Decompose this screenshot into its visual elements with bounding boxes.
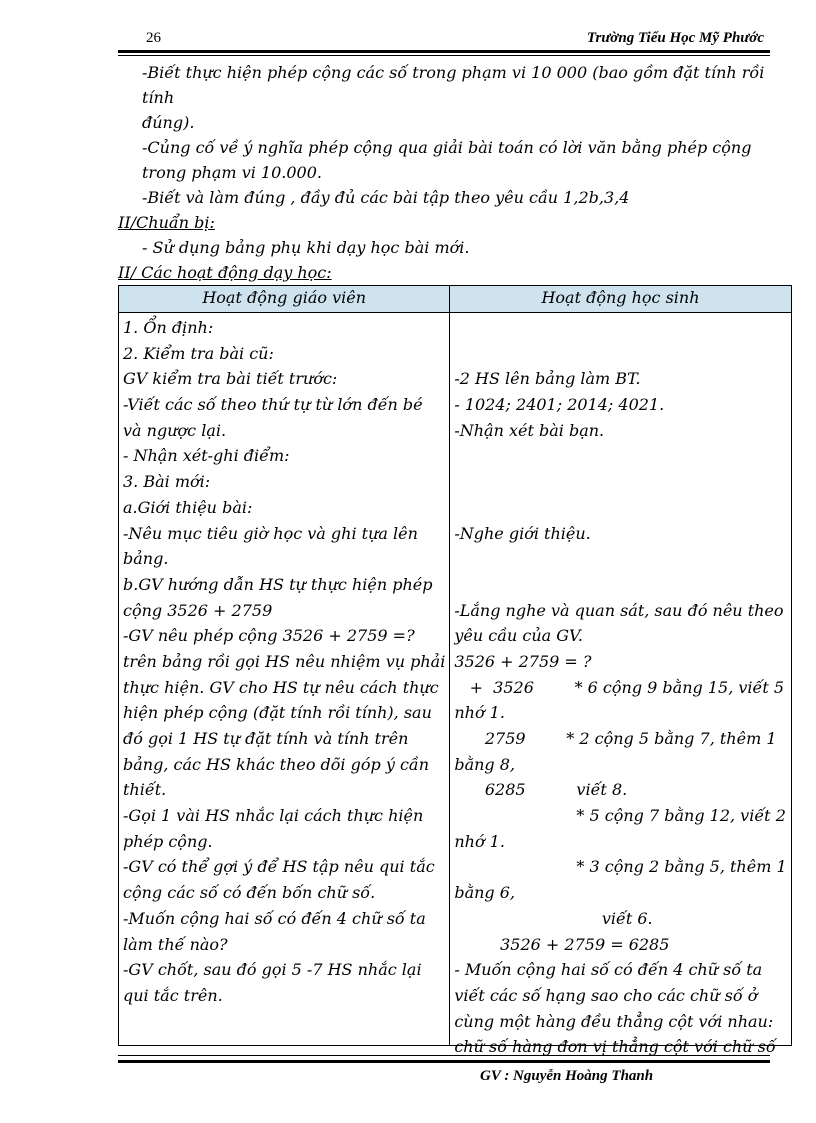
table-line: -Gọi 1 vài HS nhắc lại cách thực hiện [123,806,424,826]
footer-rule-thick [118,1060,770,1063]
table-line: GV kiểm tra bài tiết trước: [123,369,338,389]
table-line [454,469,786,495]
table-line: 2. Kiểm tra bài cũ: [123,343,274,363]
table-line: nhớ 1. [454,703,505,723]
header-rule-thick [118,50,770,53]
table-line: 6285 viết 8. [454,780,628,800]
table-line: a.Giới thiệu bài: [123,497,253,517]
table-line [454,495,786,521]
table-line: chữ số hàng đơn vị thẳng cột với chữ số [454,1037,776,1057]
table-line: viết 6. [454,908,653,928]
table-line [454,315,786,341]
goal-1a: -Biết thực hiện phép cộng các số trong phạm vi 10 000 (bao gồm đặt tính rồi tính [142,63,765,107]
table-line: thiết. [123,780,167,800]
table-line: * 5 cộng 7 bằng 12, viết 2 [454,806,786,826]
table-header-row [119,286,792,313]
table-line: -2 HS lên bảng làm BT. [454,369,641,389]
teacher-column [119,313,450,1046]
table-line: b.GV hướng dẫn HS tự thực hiện phép [123,574,433,594]
page-number: 26 [146,30,161,46]
table-line: thực hiện. GV cho HS tự nêu cách thực [123,677,439,697]
goal-3: -Biết và làm đúng , đầy đủ các bài tập theo yêu cầu 1,2b,3,4 [142,188,630,207]
table-line [454,443,786,469]
section-activities-title: II/ Các hoạt động dạy học: [118,263,332,282]
table-line: -Nhận xét bài bạn. [454,420,605,440]
table-line: 3526 + 2759 = ? [454,651,592,671]
table-line: cộng các số có đến bốn chữ số. [123,883,376,903]
table-line: làm thế nào? [123,934,228,954]
table-line: 1. Ổn định: [123,318,214,337]
table-line: 2759 * 2 cộng 5 bằng 7, thêm 1 [454,729,777,748]
table-line: hiện phép cộng (đặt tính rồi tính), sau [123,703,432,723]
goal-1b: đúng). [142,113,195,132]
table-line: 3526 + 2759 = 6285 [454,934,670,954]
table-line: -Lắng nghe và quan sát, sau đó nêu theo [454,600,784,620]
page-header [118,26,770,50]
table-line: - Nhận xét-ghi điểm: [123,446,290,466]
table-line: yêu cầu của GV. [454,626,583,646]
table-line: -Viết các số theo thứ tự từ lớn đến bé [123,395,423,415]
table-line: qui tắc trên. [123,985,223,1005]
table-line: -Muốn cộng hai số có đến 4 chữ số ta [123,908,426,928]
school-name: Trường Tiểu Học Mỹ Phước [586,30,764,46]
table-line: cùng một hàng đều thẳng cột với nhau: [454,1011,774,1031]
table-line: cộng 3526 + 2759 [123,600,273,620]
table-line [454,572,786,598]
table-line: -GV có thể gợi ý để HS tập nêu qui tắc [123,857,435,877]
table-line: nhớ 1. [454,831,505,851]
student-column [450,313,791,1057]
teacher-name: GV : Nguyễn Hoàng Thanh [480,1068,654,1084]
table-line: bảng. [123,549,169,569]
header-teacher: Hoạt động giáo viên [119,286,450,313]
table-line: + 3526 * 6 cộng 9 bằng 15, viết 5 [454,677,785,697]
table-line: * 3 cộng 2 bằng 5, thêm 1 [454,857,787,877]
lesson-intro [118,60,770,285]
table-line: phép cộng. [123,831,213,851]
table-line: -Nghe giới thiệu. [454,523,591,543]
table-line: -Nêu mục tiêu giờ học và ghi tựa lên [123,523,418,543]
table-line: bằng 8, [454,754,516,774]
table-line: - 1024; 2401; 2014; 4021. [454,395,665,415]
table-line [454,546,786,572]
table-body-row [119,313,792,1046]
goal-2a: -Củng cố về ý nghĩa phép cộng qua giải bài toán có lời văn bằng phép cộng [142,138,752,157]
preparation-item: - Sử dụng bảng phụ khi dạy học bài mới. [142,238,470,257]
goal-2b: trong phạm vi 10.000. [142,163,322,182]
activities-table [118,285,792,1057]
table-line: đó gọi 1 HS tự đặt tính và tính trên [123,729,409,748]
table-line: -GV nêu phép cộng 3526 + 2759 =? [123,626,415,646]
header-student: Hoạt động học sinh [450,286,791,313]
table-line: 3. Bài mới: [123,472,211,492]
section-preparation-title: II/Chuẩn bị: [118,213,215,232]
table-line: bằng 6, [454,883,516,903]
table-line: trên bảng rồi gọi HS nêu nhiệm vụ phải [123,651,446,671]
table-line: bảng, các HS khác theo dõi góp ý cần [123,754,430,774]
header-rule-thin [118,55,770,56]
footer-rule-thin [118,1055,770,1056]
table-line: -GV chốt, sau đó gọi 5 -7 HS nhắc lại [123,960,422,980]
table-line: viết các số hạng sao cho các chữ số ở [454,985,758,1005]
table-line: - Muốn cộng hai số có đến 4 chữ số ta [454,960,763,980]
table-line [454,341,786,367]
table-line: và ngược lại. [123,420,227,440]
